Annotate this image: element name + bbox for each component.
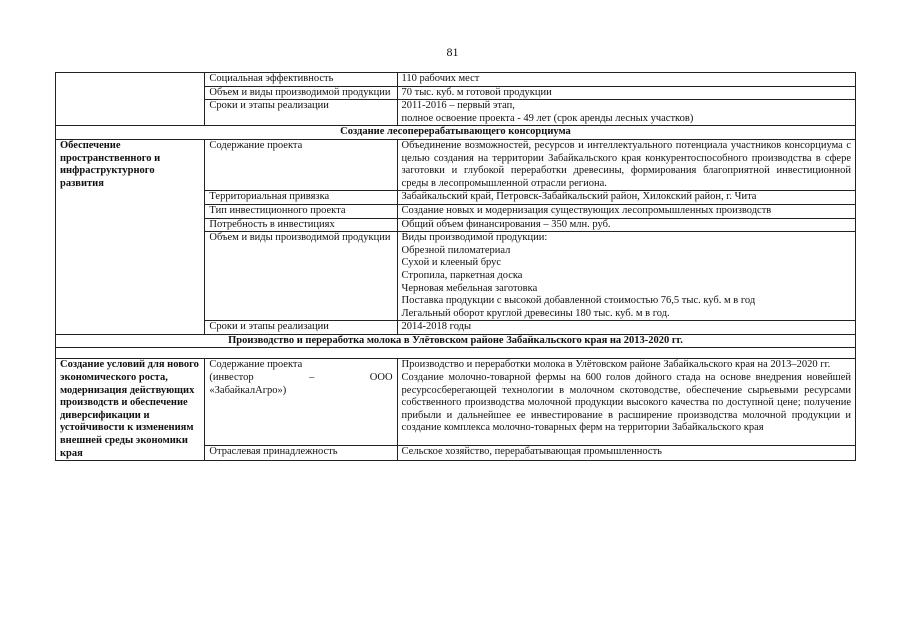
row-value: 70 тыс. куб. м готовой продукции: [397, 86, 855, 100]
table-row: [56, 359, 856, 445]
investor-left: (инвестор: [209, 372, 254, 384]
row-label: Тип инвестиционного проекта: [205, 204, 397, 218]
value-line: Легальный оборот круглой древесины 180 тыс. куб. м в год.: [401, 307, 670, 319]
row-label: Объем и виды производимой продукции: [205, 86, 397, 100]
section-heading-row: [56, 126, 856, 140]
value-line: Поставка продукции с высокой добавленной стоимостью 76,5 тыс. куб. м в год: [401, 295, 756, 307]
row-value: Общий объем финансирования – 350 млн. руб.: [397, 218, 855, 232]
page-number: 81: [446, 45, 459, 59]
spacer-row: [56, 348, 856, 359]
row-label: Социальная эффективность: [205, 73, 397, 87]
value-line: Производство и переработки молока в Улётовском районе Забайкальского края на 2013–2020 гг.: [401, 359, 831, 371]
investor-right: ООО: [369, 372, 393, 384]
value-line: Стропила, паркетная доска: [401, 269, 523, 281]
row-label: Сроки и этапы реализации: [205, 100, 397, 126]
table-row: [56, 73, 856, 87]
section-heading: Создание лесоперерабатывающего консорциума: [56, 126, 856, 140]
label-line: Содержание проекта: [209, 359, 303, 371]
row-label: Сроки и этапы реализации: [205, 321, 397, 335]
value-line: 2011-2016 – первый этап,: [401, 100, 515, 112]
section-heading-row: [56, 334, 856, 348]
row-label: Объем и виды производимой продукции: [205, 232, 397, 321]
row-label: [205, 359, 397, 445]
project-table: [55, 72, 856, 461]
investor-line: [209, 372, 392, 385]
row-label: Содержание проекта: [205, 139, 397, 190]
value-line: Обрезной пиломатериал: [401, 244, 511, 256]
row-value: 110 рабочих мест: [397, 73, 855, 87]
side-label: Обеспечение пространственного и инфраструктурного развития: [56, 139, 205, 334]
row-value: Создание новых и модернизация существующих лесопромышленных производств: [397, 204, 855, 218]
table-row: [56, 139, 856, 190]
value-line: Создание молочно-товарной фермы на 600 голов дойного стада на основе внедрения новейшей ресурсосберегающей технологии в молочном скотоводстве, обеспечение сырьевыми ресурсами собственного производства молочной продукции высокого качества по доступной цене; получение прибыли и дальнейшее ее инвестирование в расширение производства молочной продукции и создание комплекса молочно-товарных ферм на территории Забайкальского края: [401, 372, 851, 434]
row-label: Отраслевая принадлежность: [205, 445, 397, 460]
row-value: [397, 100, 855, 126]
spacer-cell: [56, 348, 856, 359]
value-line: Черновая мебельная заготовка: [401, 282, 538, 294]
row-label: Потребность в инвестициях: [205, 218, 397, 232]
row-value: [397, 232, 855, 321]
value-line: полное освоение проекта - 49 лет (срок аренды лесных участков): [401, 112, 694, 124]
value-line: Виды производимой продукции:: [401, 232, 548, 244]
row-value: 2014-2018 годы: [397, 321, 855, 335]
row-value: Объединение возможностей, ресурсов и интеллектуального потенциала участников консорциума с целью создания на территории Забайкальского края конкурентоспособного производства в сфере заготовки и глубокой переработки древесины, формирования благоприятной инвестиционной среды в лесопромышленной отрасли региона.: [397, 139, 855, 190]
label-line: «ЗабайкалАгро»): [209, 384, 287, 396]
value-line: Сухой и клееный брус: [401, 257, 502, 269]
empty-side-cell: [56, 73, 205, 126]
section-heading: Производство и переработка молока в Улётовском районе Забайкальского края на 2013-2020 гг.: [56, 334, 856, 348]
row-value: Сельское хозяйство, перерабатывающая промышленность: [397, 445, 855, 460]
side-label: Создание условий для нового экономического роста, модернизация действующих производств и обеспечение диверсификации и устойчивости к изменениям внешней среды экономики края: [56, 359, 205, 461]
row-label: Территориальная привязка: [205, 191, 397, 205]
investor-dash: –: [309, 372, 315, 384]
row-value: Забайкальский край, Петровск-Забайкальский район, Хилокский район, г. Чита: [397, 191, 855, 205]
row-value: [397, 359, 855, 445]
